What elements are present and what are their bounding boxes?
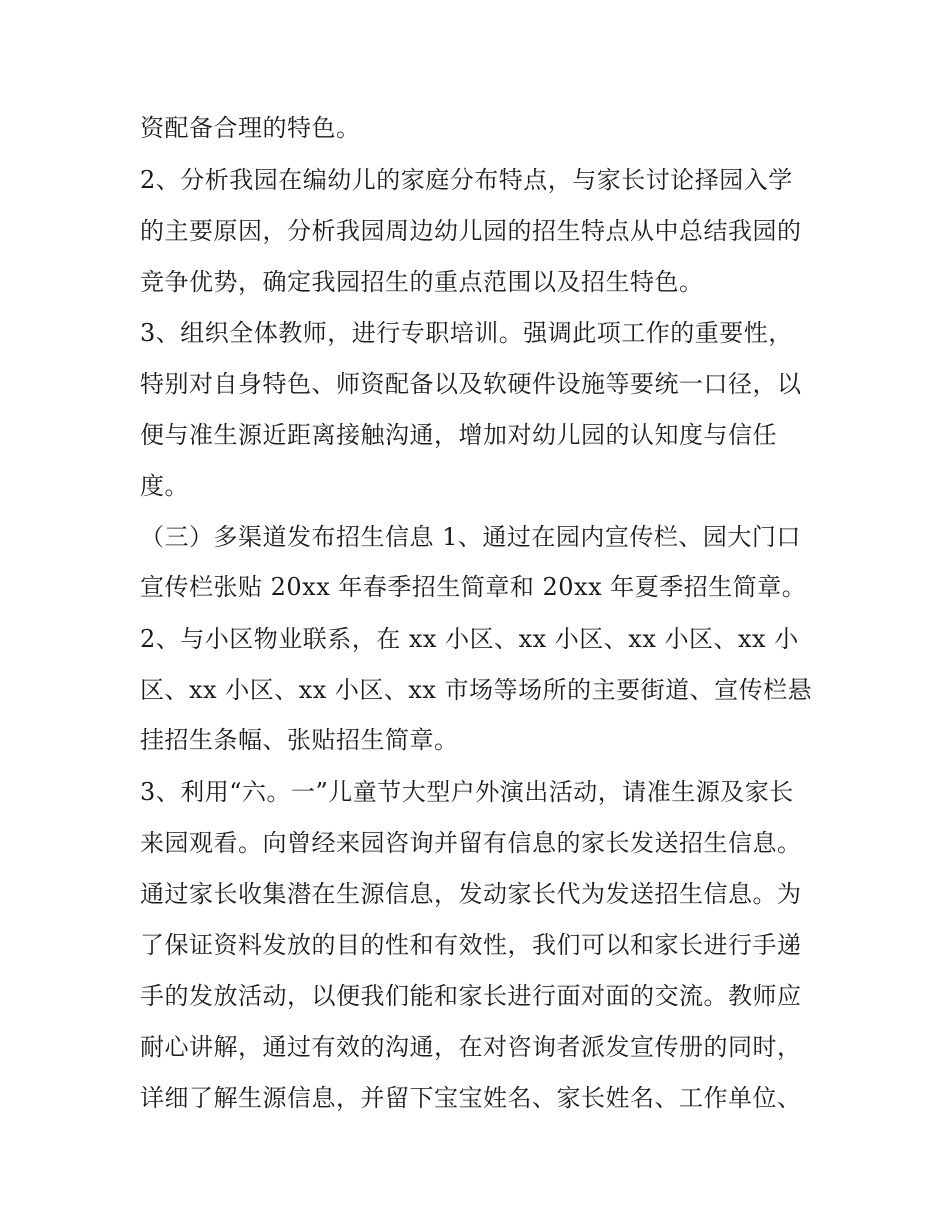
text-line: 特别对自身特色、师资配备以及软硬件设施等要统一口径，以: [140, 370, 802, 398]
text-line: 耐心讲解，通过有效的沟通，在对咨询者派发宣传册的同时，: [140, 1033, 802, 1061]
text-line: 详细了解生源信息，并留下宝宝姓名、家长姓名、工作单位、: [140, 1084, 802, 1112]
text-line: 挂招生条幅、张贴招生简章。: [140, 726, 459, 754]
text-line: 资配备合理的特色。: [140, 114, 361, 142]
text-line: 通过家长收集潜在生源信息，发动家长代为发送招生信息。为: [140, 880, 802, 908]
text-line: 竞争优势，确定我园招生的重点范围以及招生特色。: [140, 268, 704, 296]
text-line: 2、分析我园在编幼儿的家庭分布特点，与家长讨论择园入学: [140, 166, 793, 194]
text-line: 手的发放活动，以便我们能和家长进行面对面的交流。教师应: [140, 982, 802, 1010]
text-line: 的主要原因，分析我园周边幼儿园的招生特点从中总结我园的: [140, 217, 802, 245]
section-heading-line: （三）多渠道发布招生信息 1、通过在园内宣传栏、园大门口: [140, 523, 801, 551]
text-line: 度。: [140, 472, 189, 500]
text-line: 便与准生源近距离接触沟通，增加对幼儿园的认知度与信任: [140, 421, 777, 449]
text-line: 3、利用“六。一”儿童节大型户外演出活动，请准生源及家长: [140, 778, 794, 806]
text-line: 2、与小区物业联系，在 xx 小区、xx 小区、xx 小区、xx 小: [140, 625, 799, 653]
text-line: 来园观看。向曾经来园咨询并留有信息的家长发送招生信息。: [140, 829, 802, 857]
text-line: 区、xx 小区、xx 小区、xx 市场等场所的主要街道、宣传栏悬: [140, 676, 813, 704]
text-line: 宣传栏张贴 20xx 年春季招生简章和 20xx 年夏季招生简章。: [140, 573, 807, 601]
text-line: 3、组织全体教师，进行专职培训。强调此项工作的重要性，: [140, 319, 793, 347]
text-line: 了保证资料发放的目的性和有效性，我们可以和家长进行手递: [140, 931, 802, 959]
